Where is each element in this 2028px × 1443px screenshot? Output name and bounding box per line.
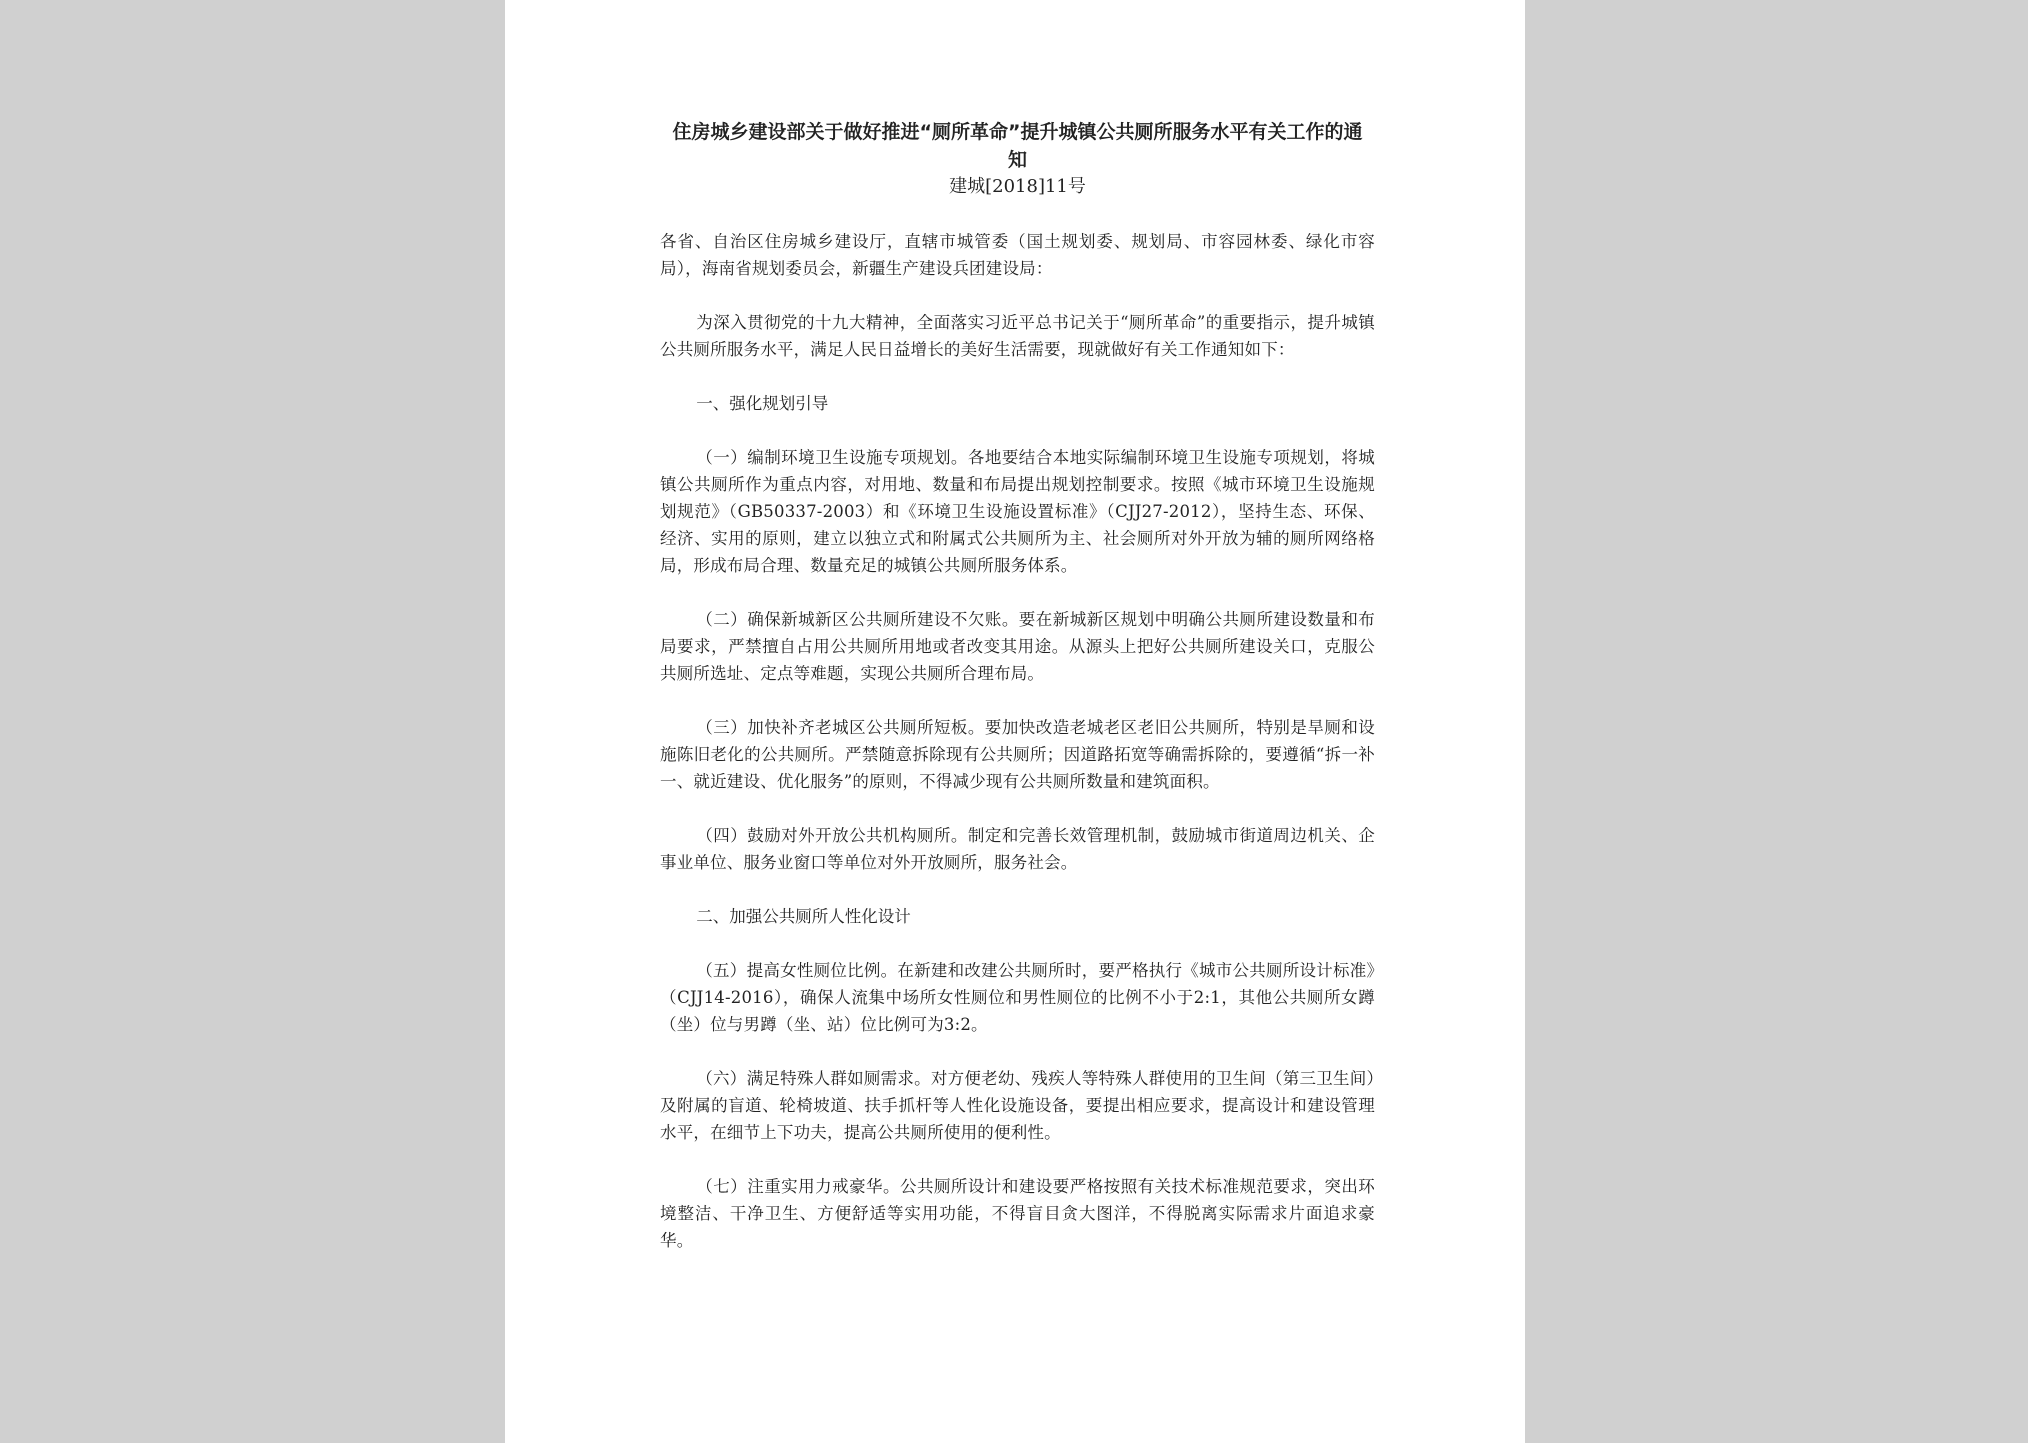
page-content — [660, 118, 1375, 1281]
intro-paragraph: 为深入贯彻党的十九大精神，全面落实习近平总书记关于“厕所革命”的重要指示，提升城镇公共厕所服务水平，满足人民日益增长的美好生活需要，现就做好有关工作通知如下： — [660, 313, 1375, 359]
document-number: 建城[2018]11号 — [949, 176, 1086, 197]
item-paragraph-6: （六）满足特殊人群如厕需求。对方便老幼、残疾人等特殊人群使用的卫生间（第三卫生间）及附属的盲道、轮椅坡道、扶手抓杆等人性化设施设备，要提出相应要求，提高设计和建设管理水平，在细节上下功夫，提高公共厕所使用的便利性。 — [660, 1069, 1375, 1142]
addressee-paragraph: 各省、自治区住房城乡建设厅，直辖市城管委（国土规划委、规划局、市容园林委、绿化市容局），海南省规划委员会，新疆生产建设兵团建设局： — [660, 232, 1375, 278]
document-page — [505, 0, 1525, 1443]
section-heading-2: 二、加强公共厕所人性化设计 — [696, 907, 911, 926]
item-paragraph-5: （五）提高女性厕位比例。在新建和改建公共厕所时，要严格执行《城市公共厕所设计标准》（CJJ14-2016），确保人流集中场所女性厕位和男性厕位的比例不小于2:1，其他公共厕所女蹲（坐）位与男蹲（坐、站）位比例可为3:2。 — [660, 961, 1375, 1034]
item-paragraph-7: （七）注重实用力戒豪华。公共厕所设计和建设要严格按照有关技术标准规范要求，突出环境整洁、干净卫生、方便舒适等实用功能，不得盲目贪大图洋，不得脱离实际需求片面追求豪华。 — [660, 1177, 1375, 1250]
document-title: 住房城乡建设部关于做好推进“厕所革命”提升城镇公共厕所服务水平有关工作的通知 — [672, 121, 1363, 171]
item-paragraph-3: （三）加快补齐老城区公共厕所短板。要加快改造老城老区老旧公共厕所，特别是旱厕和设施陈旧老化的公共厕所。严禁随意拆除现有公共厕所；因道路拓宽等确需拆除的，要遵循“拆一补一、就近建设、优化服务”的原则，不得减少现有公共厕所数量和建筑面积。 — [660, 718, 1375, 791]
item-paragraph-4: （四）鼓励对外开放公共机构厕所。制定和完善长效管理机制，鼓励城市街道周边机关、企事业单位、服务业窗口等单位对外开放厕所，服务社会。 — [660, 826, 1375, 872]
item-paragraph-2: （二）确保新城新区公共厕所建设不欠账。要在新城新区规划中明确公共厕所建设数量和布局要求，严禁擅自占用公共厕所用地或者改变其用途。从源头上把好公共厕所建设关口，克服公共厕所选址、定点等难题，实现公共厕所合理布局。 — [660, 610, 1375, 683]
section-heading-1: 一、强化规划引导 — [696, 394, 829, 413]
item-paragraph-1: （一）编制环境卫生设施专项规划。各地要结合本地实际编制环境卫生设施专项规划，将城镇公共厕所作为重点内容，对用地、数量和布局提出规划控制要求。按照《城市环境卫生设施规划规范》（GB50337-2003）和《环境卫生设施设置标准》（CJJ27-2012），坚持生态、环保、经济、实用的原则，建立以独立式和附属式公共厕所为主、社会厕所对外开放为辅的厕所网络格局，形成布局合理、数量充足的城镇公共厕所服务体系。 — [660, 448, 1375, 575]
